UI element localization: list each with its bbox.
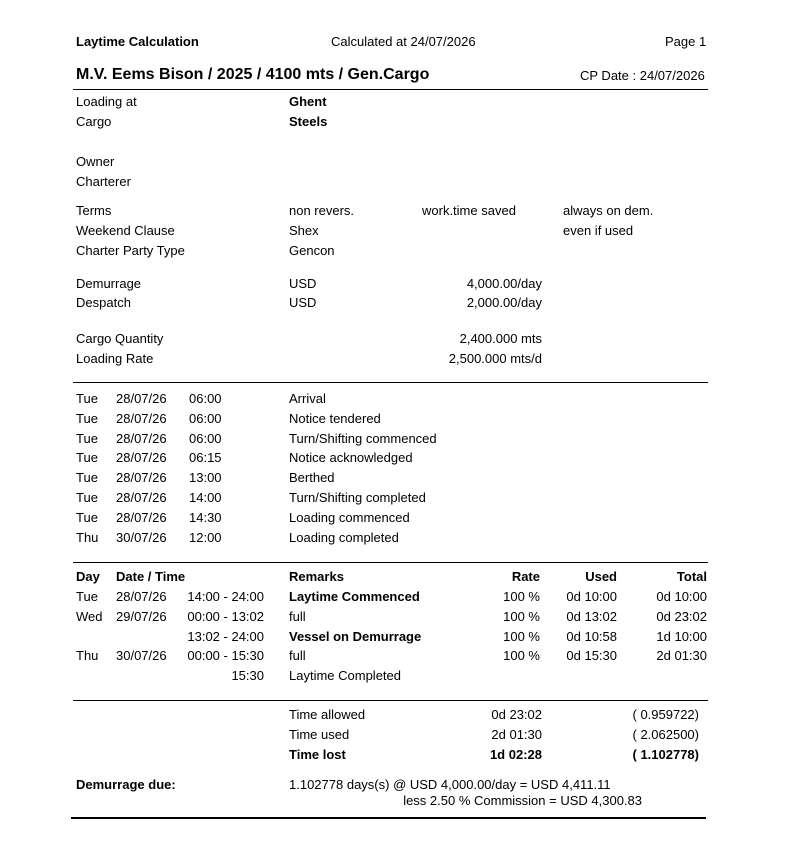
row-used: 0d 13:02 xyxy=(566,608,617,624)
time-used-days: ( 2.062500) xyxy=(632,727,699,742)
demurrage-commission: less 2.50 % Commission = USD 4,300.83 xyxy=(403,793,642,808)
time-lost-label: Time lost xyxy=(289,747,346,762)
col-header-day: Day xyxy=(76,569,100,584)
row-total: 2d 01:30 xyxy=(656,648,707,664)
divider xyxy=(73,382,708,383)
event-day: Tue xyxy=(76,450,98,466)
cp-type-label: Charter Party Type xyxy=(76,243,185,258)
row-remark: Vessel on Demurrage xyxy=(289,628,422,644)
event-time: 12:00 xyxy=(189,529,222,545)
row-period: 15:30 xyxy=(231,668,264,684)
event-description: Turn/Shifting completed xyxy=(289,490,426,505)
event-time: 06:00 xyxy=(189,430,222,446)
row-day: Tue xyxy=(76,589,98,604)
terms-value: always on dem. xyxy=(563,203,654,218)
time-allowed-value: 0d 23:02 xyxy=(491,707,542,722)
event-date: 30/07/26 xyxy=(116,529,167,545)
despatch-currency: USD xyxy=(289,295,317,310)
event-day: Thu xyxy=(76,529,99,545)
event-time: 06:15 xyxy=(189,450,222,466)
terms-value: non revers. xyxy=(289,203,355,218)
calculated-date: Calculated at 24/07/2026 xyxy=(331,34,476,49)
col-header-remarks: Remarks xyxy=(289,569,344,584)
event-description: Loading commenced xyxy=(289,509,410,525)
col-header-used: Used xyxy=(585,569,617,584)
event-description: Notice tendered xyxy=(289,410,381,426)
row-rate: 100 % xyxy=(503,648,540,664)
event-day: Tue xyxy=(76,410,98,426)
event-day: Tue xyxy=(76,490,98,505)
row-date: 30/07/26 xyxy=(116,648,167,664)
event-description: Notice acknowledged xyxy=(289,450,413,466)
event-time: 06:00 xyxy=(189,410,222,426)
event-description: Berthed xyxy=(289,470,335,486)
event-day: Tue xyxy=(76,509,98,525)
row-period: 14:00 - 24:00 xyxy=(187,589,264,604)
row-total: 1d 10:00 xyxy=(656,628,707,644)
col-header-datetime: Date / Time xyxy=(116,569,186,584)
doc-title: Laytime Calculation xyxy=(76,34,199,49)
row-period: 00:00 - 13:02 xyxy=(187,608,264,624)
demurrage-currency: USD xyxy=(289,276,317,291)
row-used: 0d 15:30 xyxy=(566,648,617,664)
col-header-total: Total xyxy=(676,569,707,584)
demurrage-rate: 4,000.00/day xyxy=(466,276,542,291)
event-description: Turn/Shifting commenced xyxy=(289,430,437,446)
row-remark: full xyxy=(289,648,306,664)
cargo-label: Cargo xyxy=(76,114,112,129)
row-used: 0d 10:00 xyxy=(566,589,617,604)
row-remark: Laytime Commenced xyxy=(289,589,420,604)
page-number: Page 1 xyxy=(665,34,707,49)
event-day: Tue xyxy=(76,430,98,446)
time-used-value: 2d 01:30 xyxy=(491,727,542,742)
cargo-value: Steels xyxy=(289,114,328,129)
loading-rate-value: 2,500.000 mts/d xyxy=(448,351,542,366)
demurrage-calculation: 1.102778 days(s) @ USD 4,000.00/day = USD 4,411.11 xyxy=(289,777,611,792)
terms-value: work.time saved xyxy=(422,203,516,218)
divider xyxy=(73,562,708,563)
event-description: Arrival xyxy=(289,391,326,406)
row-rate: 100 % xyxy=(503,608,540,624)
row-day: Wed xyxy=(76,608,103,624)
event-time: 06:00 xyxy=(189,391,222,406)
weekend-clause-label: Weekend Clause xyxy=(76,223,175,238)
loading-at-label: Loading at xyxy=(76,94,137,109)
event-date: 28/07/26 xyxy=(116,430,167,446)
despatch-label: Despatch xyxy=(76,295,131,310)
cargo-quantity-value: 2,400.000 mts xyxy=(459,331,542,346)
terms-label: Terms xyxy=(76,203,112,218)
col-header-rate: Rate xyxy=(511,569,540,584)
event-date: 28/07/26 xyxy=(116,410,167,426)
event-date: 28/07/26 xyxy=(116,450,167,466)
time-allowed-label: Time allowed xyxy=(289,707,366,722)
row-date: 29/07/26 xyxy=(116,608,167,624)
demurrage-label: Demurrage xyxy=(76,276,142,291)
weekend-clause-value: Shex xyxy=(289,223,319,238)
event-date: 28/07/26 xyxy=(116,490,167,505)
despatch-rate: 2,000.00/day xyxy=(466,295,542,310)
event-date: 28/07/26 xyxy=(116,470,167,486)
row-rate: 100 % xyxy=(503,628,540,644)
event-date: 28/07/26 xyxy=(116,391,167,406)
event-description: Loading completed xyxy=(289,529,399,545)
divider xyxy=(73,700,708,701)
owner-label: Owner xyxy=(76,154,115,169)
row-total: 0d 23:02 xyxy=(656,608,707,624)
cp-type-value: Gencon xyxy=(289,243,335,258)
footer-divider xyxy=(71,817,706,819)
row-period: 13:02 - 24:00 xyxy=(187,628,264,644)
vessel-title: M.V. Eems Bison / 2025 / 4100 mts / Gen.Cargo xyxy=(76,66,430,83)
cargo-quantity-label: Cargo Quantity xyxy=(76,331,164,346)
divider xyxy=(73,89,708,90)
weekend-clause-note: even if used xyxy=(563,223,634,238)
row-date: 28/07/26 xyxy=(116,589,167,604)
time-lost-value: 1d 02:28 xyxy=(489,747,542,762)
time-lost-days: ( 1.102778) xyxy=(632,747,699,762)
charterer-label: Charterer xyxy=(76,174,131,189)
row-day: Thu xyxy=(76,648,99,664)
event-time: 14:00 xyxy=(189,490,222,505)
row-remark: full xyxy=(289,608,306,624)
time-allowed-days: ( 0.959722) xyxy=(632,707,699,722)
demurrage-due-label: Demurrage due: xyxy=(76,777,176,792)
event-date: 28/07/26 xyxy=(116,509,167,525)
event-time: 14:30 xyxy=(189,509,222,525)
event-time: 13:00 xyxy=(189,470,222,486)
loading-at-value: Ghent xyxy=(289,94,327,109)
row-period: 00:00 - 15:30 xyxy=(187,648,264,664)
row-used: 0d 10:58 xyxy=(566,628,617,644)
row-total: 0d 10:00 xyxy=(656,589,707,604)
row-remark: Laytime Completed xyxy=(289,668,401,684)
event-day: Tue xyxy=(76,470,98,486)
cp-date: CP Date : 24/07/2026 xyxy=(580,68,705,83)
time-used-label: Time used xyxy=(289,727,350,742)
loading-rate-label: Loading Rate xyxy=(76,351,154,366)
row-rate: 100 % xyxy=(503,589,540,604)
event-day: Tue xyxy=(76,391,98,406)
